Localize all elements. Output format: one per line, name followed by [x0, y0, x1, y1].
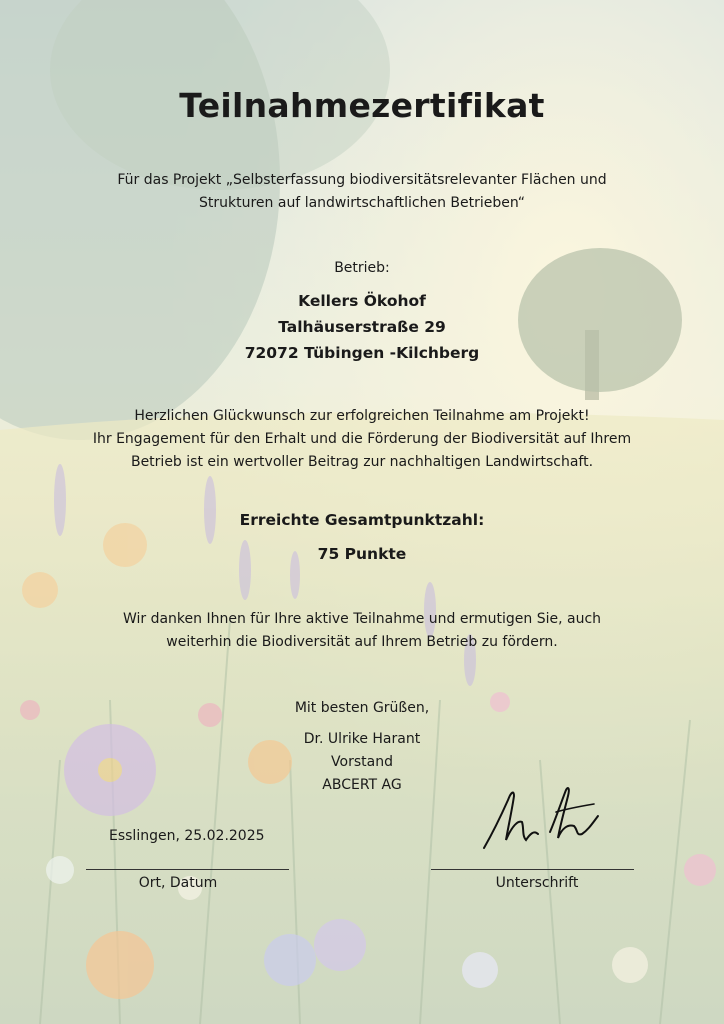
farm-name: Kellers Ökohof [298, 292, 426, 310]
signer-block [0, 728, 724, 797]
farm-label: Betrieb: [334, 260, 390, 276]
closing-greeting: Mit besten Grüßen, [294, 700, 430, 716]
place-date-value: Esslingen, 25.02.2025 [109, 828, 265, 844]
congrats-line-1: Herzlichen Glückwunsch zur erfolgreichen Teilnahme am Projekt! [134, 408, 590, 424]
farm-address [0, 288, 724, 366]
farm-street: Talhäuserstraße 29 [278, 318, 446, 336]
score-label: Erreichte Gesamtpunktzahl: [239, 511, 485, 529]
certificate-title: Teilnahmezertifikat [179, 86, 545, 125]
signature-caption: Unterschrift [495, 875, 579, 891]
congrats-line-2: Ihr Engagement für den Erhalt und die Förderung der Biodiversität auf Ihrem [92, 431, 632, 447]
congrats-line-3: Betrieb ist ein wertvoller Beitrag zur nachhaltigen Landwirtschaft. [130, 454, 594, 470]
place-date-caption: Ort, Datum [138, 875, 218, 891]
farm-city: 72072 Tübingen -Kilchberg [244, 344, 480, 362]
congratulations-text [0, 405, 724, 474]
place-date-line [86, 869, 289, 870]
project-line-1: Für das Projekt „Selbsterfassung biodiversitätsrelevanter Flächen und [117, 172, 607, 188]
score-value: 75 Punkte [317, 545, 407, 563]
signature-line [431, 869, 634, 870]
project-line-2: Strukturen auf landwirtschaftlichen Betrieben“ [199, 195, 525, 211]
signer-role: Vorstand [331, 754, 393, 770]
thanks-line-2: weiterhin die Biodiversität auf Ihrem Betrieb zu fördern. [166, 634, 558, 650]
handwritten-signature [478, 782, 602, 854]
signer-organization: ABCERT AG [322, 777, 402, 793]
signer-name: Dr. Ulrike Harant [303, 731, 421, 747]
project-description [0, 169, 724, 215]
thanks-text [0, 608, 724, 654]
thanks-line-1: Wir danken Ihnen für Ihre aktive Teilnahme und ermutigen Sie, auch [122, 611, 602, 627]
